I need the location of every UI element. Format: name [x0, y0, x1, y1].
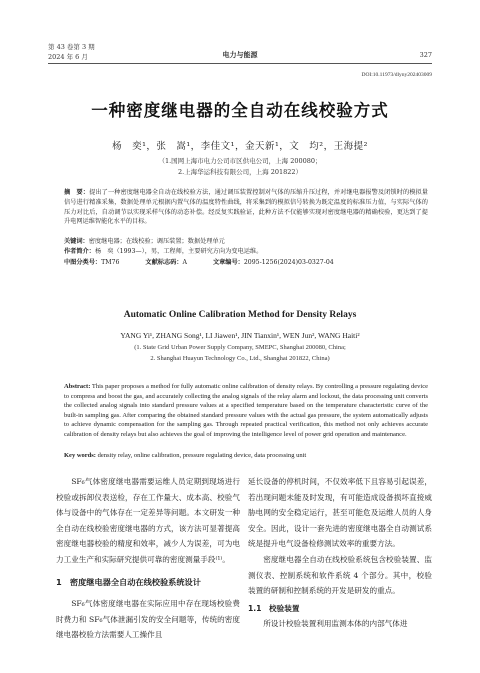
english-keywords-text: density relay, online calibration, pressure regulating device, data processing unit [97, 452, 307, 459]
doi: DOI:10.11973/dlyny202403009 [361, 72, 432, 78]
english-abstract [64, 382, 428, 440]
article-id-label: 文章编号： [212, 259, 244, 266]
journal-name: 电力与能源 [222, 51, 258, 59]
english-affiliation-2: 2. Shanghai Huayun Technology Co., Ltd., Shanghai 201822, China) [150, 355, 330, 362]
affiliation-2: 2.上海华运科技有限公司，上海 201822） [177, 168, 303, 176]
continued-paragraph: 延长设备的停机时间，不仅效率低下且容易引起误差，若出现问题未能及时发现，有可能造成设备损坏直接威胁电网的安全稳定运行，甚至可能危及运维人员的人身安全。因此，设计一套先进的密度继电器全自动测试系统是提升电气设备检修测试效率的重要方法。 [248, 477, 432, 549]
body-left-column [56, 474, 240, 643]
paper-title: 一种密度继电器的全自动在线校验方式 [91, 101, 389, 120]
abstract-label: 摘 要： [64, 189, 90, 196]
english-abstract-label: Abstract: [64, 383, 91, 390]
class-label: 中图分类号： [64, 259, 102, 266]
classification-line [64, 258, 428, 268]
english-keywords [64, 451, 428, 461]
english-authors: YANG Yi¹, ZHANG Song¹, LI Jiawen¹, JIN Tianxin¹, WEN Jun², WANG Haiti² [120, 331, 360, 340]
class-value: TM76 [101, 259, 120, 266]
author-bio [64, 247, 428, 257]
english-affiliation-1: (1. State Grid Urban Power Supply Company, SMEPC, Shanghai 200080, China; [134, 344, 346, 351]
english-title: Automatic Online Calibration Method for Density Relays [123, 310, 357, 320]
body-right-column [248, 474, 432, 632]
section-1-heading: 1 密度继电器全自动在线校验系统设计 [56, 576, 201, 587]
english-keywords-label: Key words: [64, 452, 96, 459]
keywords-text: 密度继电器；在线校验；调压装置；数据处理单元 [88, 238, 225, 245]
article-id-value: 2095-1256(2024)03-0327-04 [243, 259, 334, 266]
page-number: 327 [419, 51, 432, 59]
section-1-paragraph: SF₆气体密度继电器在实际应用中存在现场校验费时费力和 SF₆气体泄漏引发的安全问题等，传统的密度继电器校验方法需要人工操作且 [56, 599, 240, 640]
author-list: 杨 奕¹，张 嵩¹，李佳文¹，金天新¹，文 均²，王海提² [112, 141, 368, 152]
intro-paragraph: SF₆气体密度继电器需要运维人员定期到现场进行校验或拆卸仪表送检，存在工作量大、成本高、校验气体与设备中的气体存在一定差异等问题。本文研发一种全自动在线校验密度继电器的方式，该方法可显著提高密度继电器校验的精度和效率，减少人为误差，可为电力工业生产和实际研究提供可靠的密度测量手段⁽¹⁾。 [56, 477, 240, 564]
author-bio-text: 杨 奕（1993—），男，工程师，主要研究方向为变电运维。 [94, 248, 263, 255]
doc-code-label: 文献标志码： [145, 259, 183, 266]
volume-issue: 第 43 卷第 3 期 [48, 43, 95, 51]
subsection-1-1-heading: 1.1 校验装置 [248, 603, 300, 613]
doc-code-value: A [182, 259, 187, 266]
author-bio-label: 作者简介： [64, 248, 95, 255]
affiliation-1: （1.国网上海市电力公司市区供电公司，上海 200080； [158, 157, 322, 165]
system-overview-paragraph: 密度继电器全自动在线校验系统包含校验装置、监测仪表、控制系统和软件系统 4 个部分。其中，校验装置的研制和控制系统的开发是研发的重点。 [248, 554, 432, 596]
abstract-text: 提出了一种密度继电器全自动在线校验方法，通过调压装置控制对气体的压缩升压过程，并对继电器报警及闭锁时的模拟量信号进行精准采集，数据处理单元根据内置气体的温度特性曲线，将采集到的模拟信号转换为既定温度的标准压力值，与实际气体的压力对比后，自动调节以实现采样气体的动态补偿。经反复实践验证，此种方法不仅能够实现对密度继电器的精确校验，更达到了提升电网运维智能化水平的目标。 [64, 189, 428, 226]
header-rule [48, 63, 432, 64]
english-abstract-text: This paper proposes a method for fully automatic online calibration of density relays. By controlling a pressure regulating device to compress and boost the gas, and accurately collecting the analog signals of the relay alarm and lockout, the data processing unit converts the collected analog signals into standard pressure values at a specified temperature based on the temperature characteristic curve of the built-in sampling gas. After comparing the obtained standard pressure values with the actual gas pressure, the system automatically adjusts to achieve dynamic compensation for the sampling gas. Through repeated practical verification, this method not only achieves accurate calibration of density relays but also achieves the goal of improving the intelligence level of power grid operation and maintenance. [64, 383, 428, 438]
keywords-label: 关键词： [64, 238, 89, 245]
keywords-cn [64, 237, 428, 247]
subsection-paragraph: 所设计校验装置利用监测本体的内部气体进 [263, 619, 408, 629]
issue-date: 2024 年 6 月 [48, 53, 88, 61]
abstract-cn [64, 188, 428, 227]
